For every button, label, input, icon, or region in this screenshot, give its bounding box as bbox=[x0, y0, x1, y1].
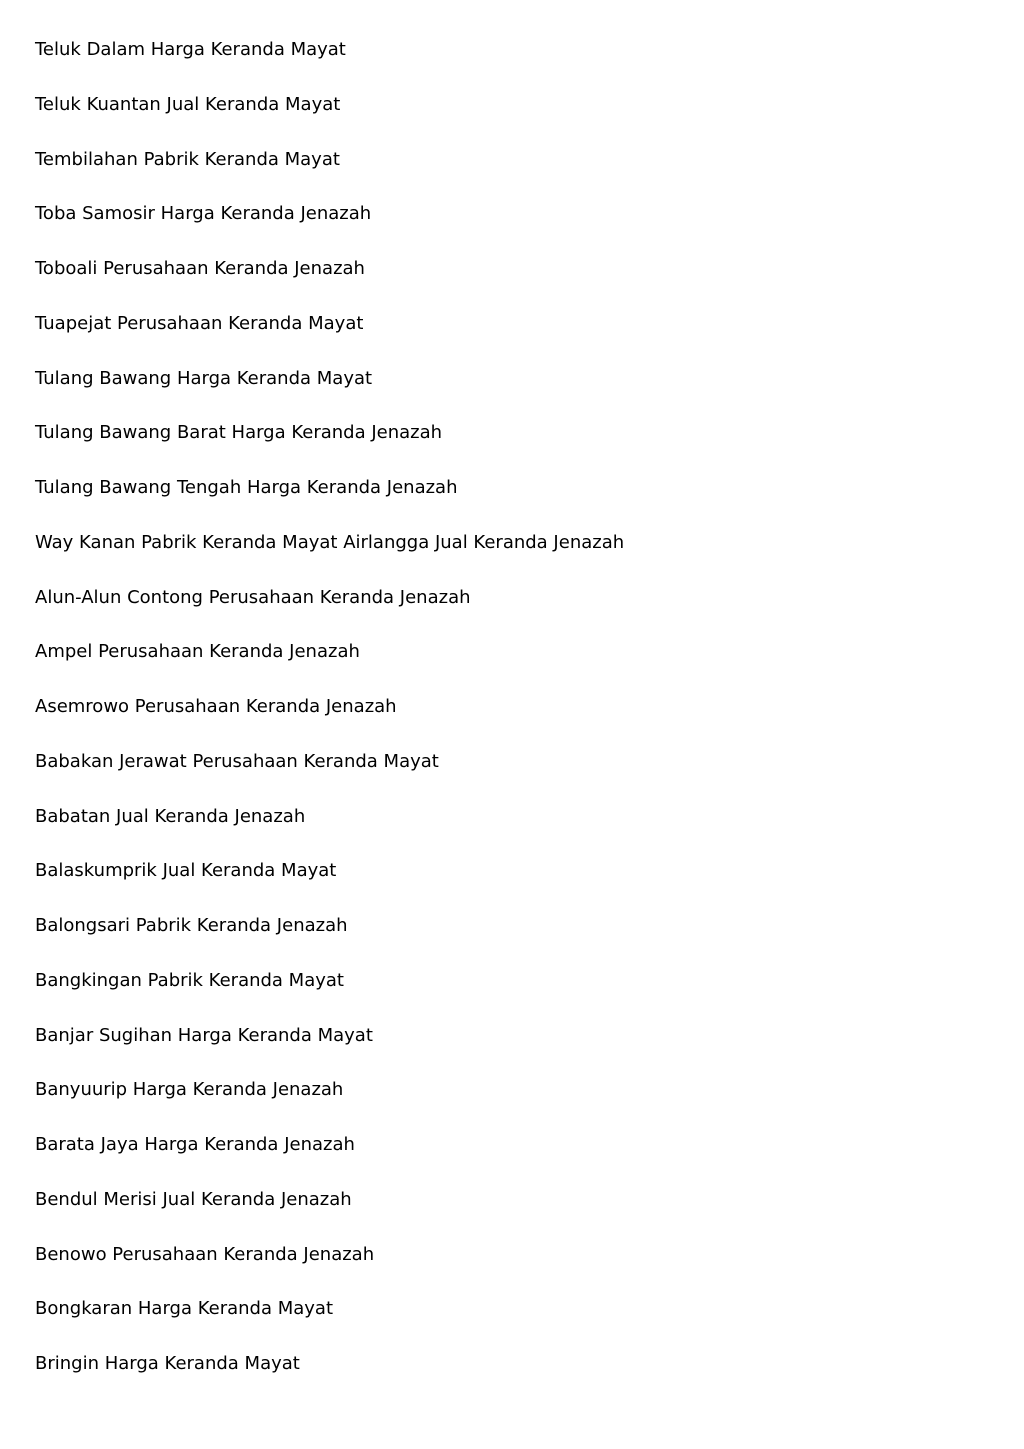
list-item bbox=[35, 147, 624, 202]
list-item-link[interactable]: Way Kanan Pabrik Keranda Mayat Airlangga Jual Keranda Jenazah bbox=[35, 531, 625, 553]
list-item bbox=[35, 92, 624, 147]
list-item-link[interactable]: Ampel Perusahaan Keranda Jenazah bbox=[35, 641, 360, 663]
list-item bbox=[35, 1187, 624, 1242]
list-item bbox=[35, 968, 624, 1023]
list-item-link[interactable]: Bendul Merisi Jual Keranda Jenazah bbox=[35, 1188, 352, 1210]
list-item-link[interactable]: Tembilahan Pabrik Keranda Mayat bbox=[35, 148, 340, 170]
list-item bbox=[35, 256, 624, 311]
keyword-list bbox=[35, 37, 624, 1406]
list-item bbox=[35, 585, 624, 640]
list-item-link[interactable]: Balaskumprik Jual Keranda Mayat bbox=[35, 860, 337, 882]
list-item-link[interactable]: Tulang Bawang Barat Harga Keranda Jenazah bbox=[35, 422, 443, 444]
list-item bbox=[35, 366, 624, 421]
list-item bbox=[35, 804, 624, 859]
list-item-link[interactable]: Teluk Dalam Harga Keranda Mayat bbox=[35, 39, 346, 60]
list-item bbox=[35, 694, 624, 749]
list-item bbox=[35, 311, 624, 366]
list-item bbox=[35, 749, 624, 804]
list-item bbox=[35, 530, 624, 585]
list-item bbox=[35, 1242, 624, 1297]
list-item bbox=[35, 1023, 624, 1078]
list-item-link[interactable]: Babakan Jerawat Perusahaan Keranda Mayat bbox=[35, 750, 439, 772]
list-item bbox=[35, 913, 624, 968]
list-item-link[interactable]: Tulang Bawang Harga Keranda Mayat bbox=[35, 367, 373, 389]
list-item-link[interactable]: Banjar Sugihan Harga Keranda Mayat bbox=[35, 1024, 373, 1046]
list-item-link[interactable]: Benowo Perusahaan Keranda Jenazah bbox=[35, 1243, 375, 1265]
list-item-link[interactable]: Bongkaran Harga Keranda Mayat bbox=[35, 1298, 334, 1320]
list-item-link[interactable]: Bringin Harga Keranda Mayat bbox=[35, 1353, 300, 1374]
list-item bbox=[35, 1077, 624, 1132]
list-item-link[interactable]: Alun-Alun Contong Perusahaan Keranda Jenazah bbox=[35, 586, 471, 608]
list-item bbox=[35, 37, 624, 92]
list-item bbox=[35, 639, 624, 694]
list-item-link[interactable]: Toboali Perusahaan Keranda Jenazah bbox=[35, 258, 365, 279]
list-item bbox=[35, 475, 624, 530]
list-item bbox=[35, 1351, 624, 1406]
list-item bbox=[35, 1296, 624, 1351]
list-item-link[interactable]: Tuapejat Perusahaan Keranda Mayat bbox=[35, 312, 364, 334]
list-item bbox=[35, 420, 624, 475]
list-item-link[interactable]: Barata Jaya Harga Keranda Jenazah bbox=[35, 1134, 355, 1155]
list-item bbox=[35, 858, 624, 913]
list-item bbox=[35, 1132, 624, 1187]
list-item bbox=[35, 201, 624, 256]
list-item-link[interactable]: Bangkingan Pabrik Keranda Mayat bbox=[35, 969, 344, 991]
list-item-link[interactable]: Balongsari Pabrik Keranda Jenazah bbox=[35, 915, 348, 936]
list-item-link[interactable]: Teluk Kuantan Jual Keranda Mayat bbox=[35, 93, 341, 115]
list-item-link[interactable]: Toba Samosir Harga Keranda Jenazah bbox=[35, 203, 372, 225]
list-item-link[interactable]: Tulang Bawang Tengah Harga Keranda Jenazah bbox=[35, 477, 458, 498]
list-item-link[interactable]: Asemrowo Perusahaan Keranda Jenazah bbox=[35, 696, 397, 717]
list-item-link[interactable]: Babatan Jual Keranda Jenazah bbox=[35, 805, 306, 827]
list-item-link[interactable]: Banyuurip Harga Keranda Jenazah bbox=[35, 1079, 344, 1101]
